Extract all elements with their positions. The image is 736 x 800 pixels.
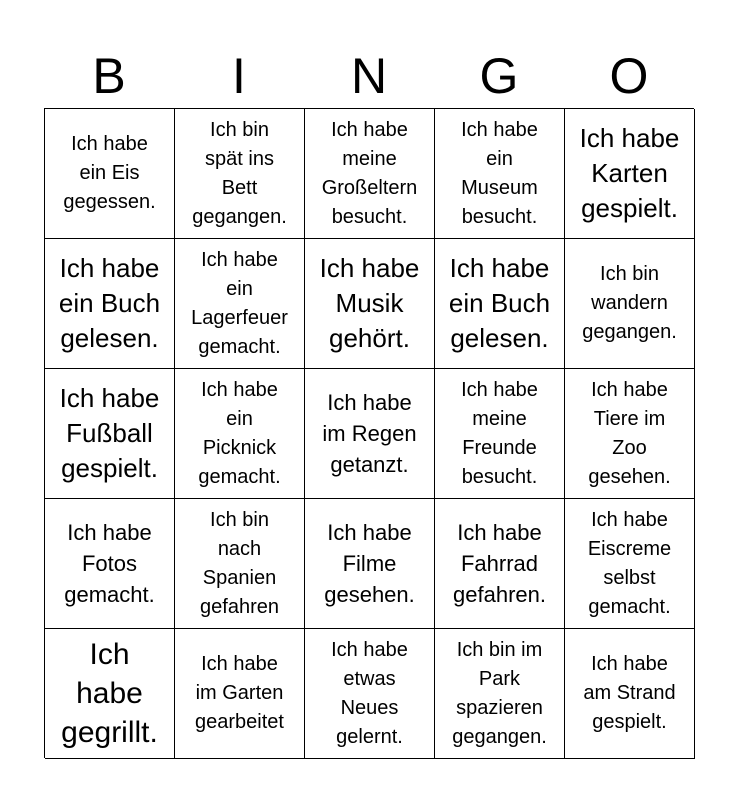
cell-text: Ich habe gegrillt. bbox=[61, 638, 158, 749]
cell-text: Ich habe Karten gespielt. bbox=[579, 123, 680, 223]
cell-text: Ich habe Fotos gemacht. bbox=[64, 520, 155, 607]
bingo-cell[interactable] bbox=[175, 629, 305, 759]
bingo-cell[interactable] bbox=[435, 109, 565, 239]
header-letter-n: N bbox=[350, 48, 388, 104]
bingo-cell[interactable] bbox=[435, 629, 565, 759]
bingo-cell[interactable] bbox=[305, 109, 435, 239]
cell-text: Ich habe im Garten gearbeitet bbox=[195, 653, 284, 733]
cell-text: Ich habe Filme gesehen. bbox=[324, 520, 415, 607]
bingo-cell[interactable] bbox=[305, 369, 435, 499]
bingo-cell[interactable] bbox=[305, 499, 435, 629]
cell-text: Ich habe ein Buch gelesen. bbox=[58, 253, 161, 353]
bingo-cell[interactable] bbox=[435, 239, 565, 369]
bingo-cell[interactable] bbox=[45, 629, 175, 759]
cell-text: Ich bin im Park spazieren gegangen. bbox=[452, 638, 547, 748]
cell-text: Ich habe im Regen getanzt. bbox=[322, 390, 417, 477]
bingo-cell[interactable] bbox=[565, 109, 695, 239]
cell-text: Ich habe Eiscreme selbst gemacht. bbox=[587, 508, 672, 618]
header-letter-o: O bbox=[609, 48, 649, 104]
cell-text: Ich habe Fahrrad gefahren. bbox=[453, 520, 546, 607]
bingo-cell[interactable] bbox=[565, 369, 695, 499]
bingo-cell[interactable] bbox=[175, 239, 305, 369]
cell-text: Ich habe ein Picknick gemacht. bbox=[198, 378, 281, 488]
cell-text: Ich habe meine Großeltern besucht. bbox=[321, 118, 418, 228]
bingo-board bbox=[44, 108, 694, 758]
cell-text: Ich bin spät ins Bett gegangen. bbox=[192, 118, 287, 228]
cell-text: Ich bin wandern gegangen. bbox=[582, 263, 677, 343]
cell-text: Ich habe am Strand gespielt. bbox=[583, 653, 676, 733]
cell-text: Ich habe Musik gehört. bbox=[319, 253, 420, 353]
bingo-cell[interactable] bbox=[565, 499, 695, 629]
bingo-cell[interactable] bbox=[45, 499, 175, 629]
bingo-cell[interactable] bbox=[435, 369, 565, 499]
cell-text: Ich habe etwas Neues gelernt. bbox=[331, 638, 408, 748]
bingo-cell[interactable] bbox=[45, 109, 175, 239]
cell-text: Ich habe Tiere im Zoo gesehen. bbox=[588, 378, 671, 488]
bingo-cell[interactable] bbox=[175, 109, 305, 239]
bingo-header bbox=[44, 44, 694, 108]
header-letter-i: I bbox=[232, 48, 246, 104]
bingo-cell[interactable] bbox=[565, 629, 695, 759]
header-letter-b: B bbox=[92, 48, 126, 104]
cell-text: Ich habe ein Lagerfeuer gemacht. bbox=[191, 248, 288, 358]
header-letter-g: G bbox=[479, 48, 519, 104]
bingo-cell[interactable] bbox=[305, 239, 435, 369]
bingo-cell[interactable] bbox=[45, 239, 175, 369]
cell-text: Ich habe ein Eis gegessen. bbox=[63, 133, 156, 213]
cell-text: Ich habe ein Museum besucht. bbox=[461, 118, 538, 228]
cell-text: Ich habe Fußball gespielt. bbox=[59, 383, 160, 483]
cell-text: Ich bin nach Spanien gefahren bbox=[200, 508, 279, 618]
bingo-cell[interactable] bbox=[45, 369, 175, 499]
bingo-cell[interactable] bbox=[565, 239, 695, 369]
bingo-cell[interactable] bbox=[435, 499, 565, 629]
bingo-cell[interactable] bbox=[305, 629, 435, 759]
bingo-cell[interactable] bbox=[175, 499, 305, 629]
cell-text: Ich habe ein Buch gelesen. bbox=[448, 253, 551, 353]
bingo-cell[interactable] bbox=[175, 369, 305, 499]
cell-text: Ich habe meine Freunde besucht. bbox=[461, 378, 538, 488]
